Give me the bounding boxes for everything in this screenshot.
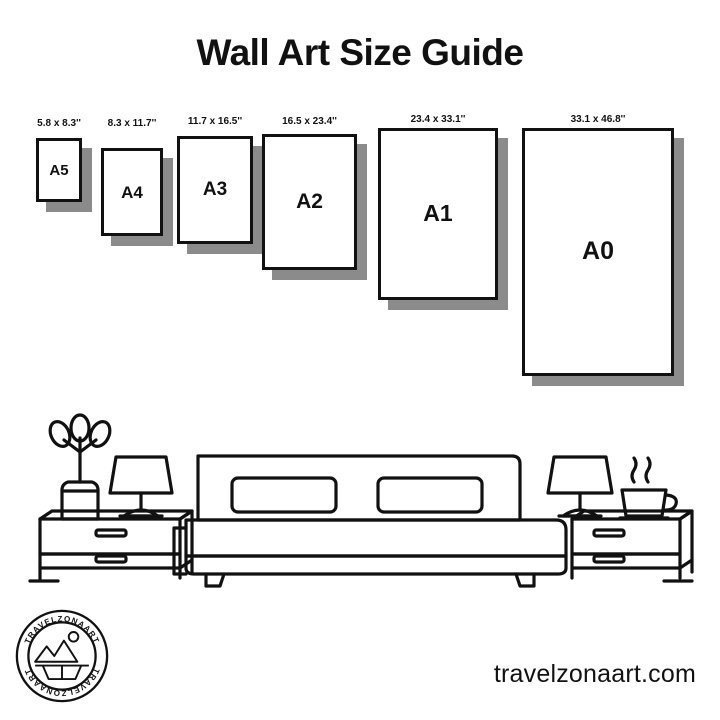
bedroom-svg — [0, 378, 720, 608]
logo-text-bottom: TRAVELZONAART — [22, 666, 102, 698]
frame-box[interactable] — [36, 138, 82, 202]
brand-logo — [14, 608, 110, 704]
frame-size-name: A5 — [49, 162, 69, 180]
bedroom-illustration — [0, 378, 720, 608]
coffee-cup — [620, 458, 676, 518]
frame-dimension-label: 16.5 x 23.4'' — [282, 116, 337, 127]
frame-size-name: A4 — [121, 182, 143, 202]
frame-dimension-label: 33.1 x 46.8'' — [570, 114, 626, 125]
bed — [174, 456, 566, 586]
frame-box[interactable] — [101, 148, 163, 236]
frame-box[interactable] — [378, 128, 498, 300]
plant-vase — [46, 415, 113, 519]
brand-logo-svg — [14, 608, 110, 704]
right-lamp — [548, 457, 612, 516]
right-nightstand — [572, 511, 692, 578]
frame-box[interactable] — [522, 128, 674, 376]
left-nightstand — [40, 511, 192, 580]
frame-size-name: A0 — [582, 237, 614, 265]
frame-size-name: A3 — [202, 179, 228, 201]
frame-box[interactable] — [262, 134, 357, 270]
frame-box[interactable] — [177, 136, 253, 244]
page-title: Wall Art Size Guide — [196, 32, 524, 73]
left-lamp — [110, 457, 172, 516]
frame-dimension-label: 23.4 x 33.1'' — [410, 114, 466, 125]
frame-dimension-label: 8.3 x 11.7'' — [107, 118, 157, 129]
frame-dimension-label: 11.7 x 16.5'' — [187, 116, 243, 127]
frame-size-name: A2 — [296, 189, 323, 213]
logo-text-top: TRAVELZONAART — [22, 614, 102, 646]
website-url: travelzonaart.com — [493, 660, 696, 688]
frame-size-name: A1 — [423, 200, 453, 227]
frame-dimension-label: 5.8 x 8.3'' — [37, 118, 81, 129]
